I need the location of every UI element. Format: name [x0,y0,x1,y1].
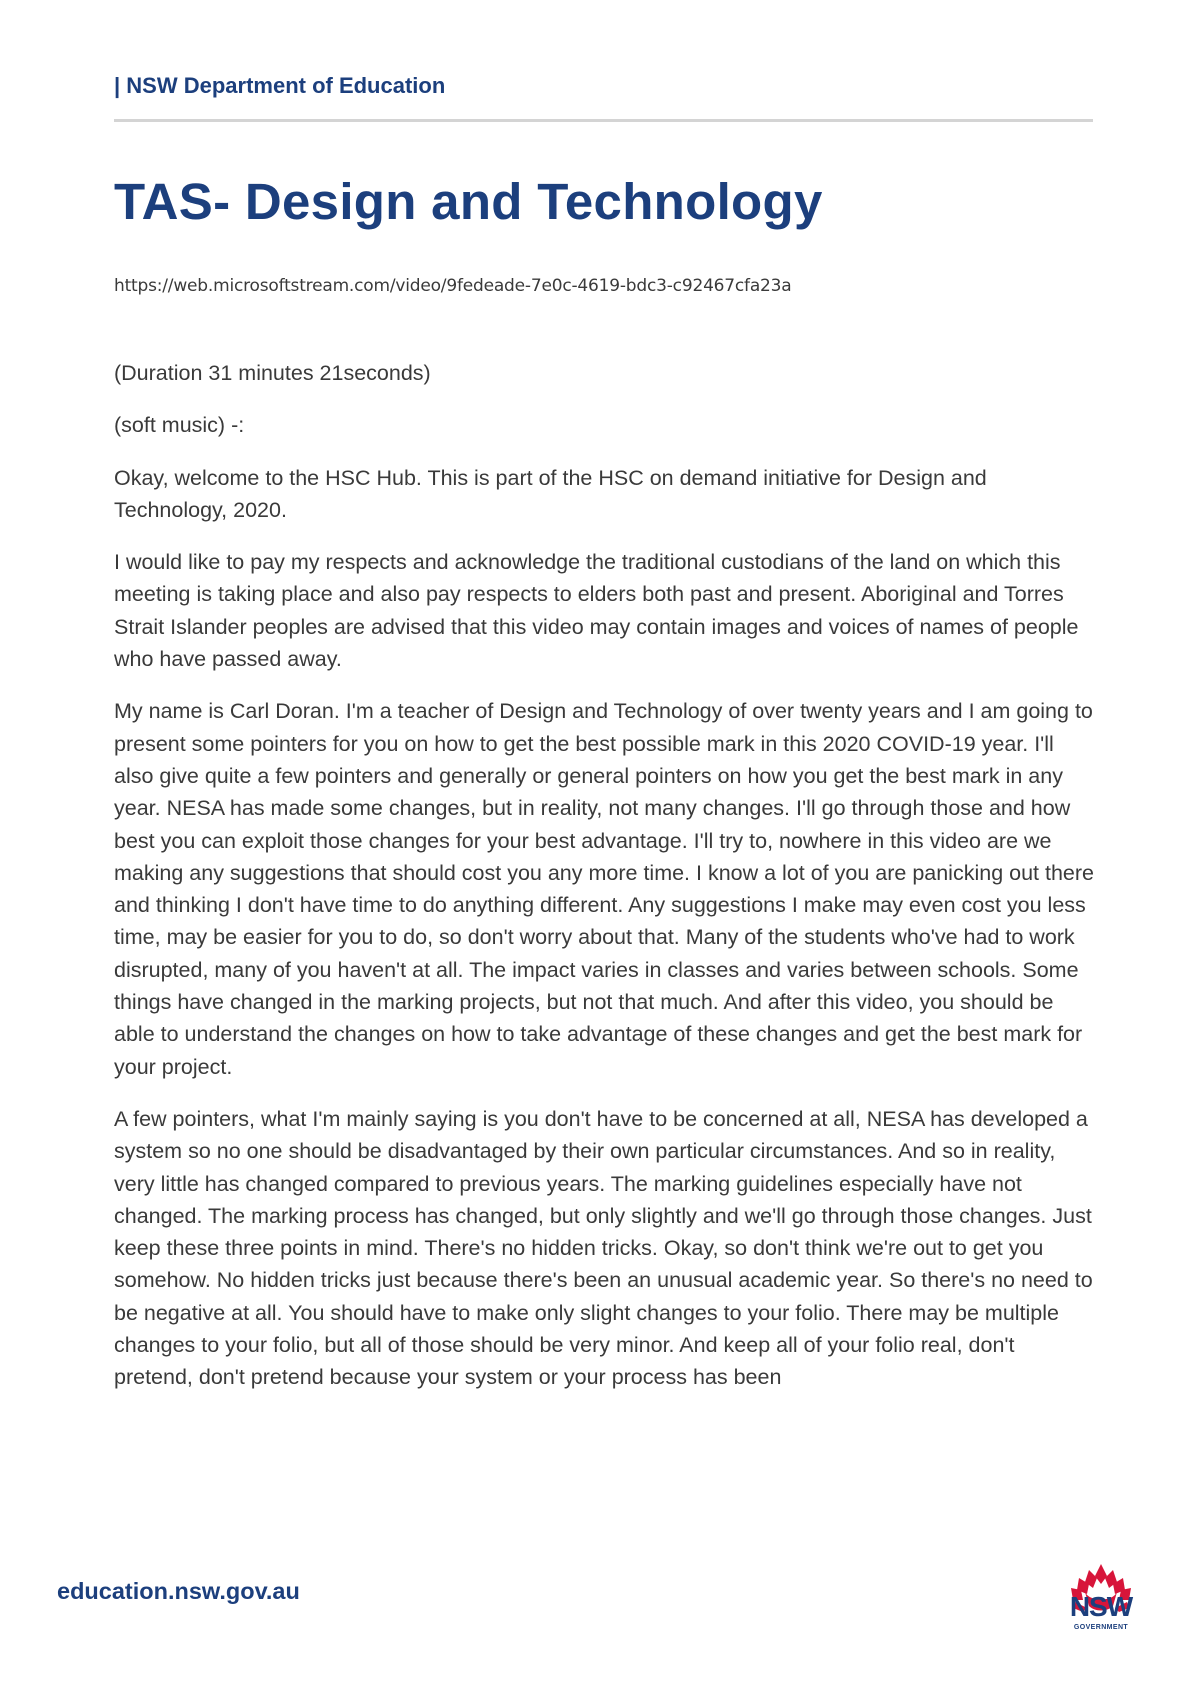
paragraph-duration: (Duration 31 minutes 21seconds) [114,361,431,385]
video-link[interactable]: https://web.microsoftstream.com/video/9fedeade-7e0c-4619-bdc3-c92467cfa23a [114,276,792,296]
paragraph-acknowledgement: I would like to pay my respects and acknowledge the traditional custodians of the land on which this meeting is taking place and also pay respects to elders both past and present. Aboriginal and Torres Strait Islander peoples are advised that this video may contain images and voices of names of people who have passed away. [114,550,1079,672]
document-title: TAS- Design and Technology [114,173,823,230]
nsw-logo-subtitle: GOVERNMENT [1073,1624,1129,1631]
footer-website: education.nsw.gov.au [57,1578,300,1604]
paragraph-pointers: A few pointers, what I'm mainly saying is you don't have to be concerned at all, NESA has developed a system so no one should be disadvantaged by their own particular circumstances. And so in reality, very little has changed compared to previous years. The marking guidelines especially have not changed. The marking process has changed, but only slightly and we'll go through those changes. Just keep these three points in mind. There's no hidden tricks. Okay, so don't think we're out to get you somehow. No hidden tricks just because there's been an unusual academic year. So there's no need to be negative at all. You should have to make only slight changes to your folio. There may be multiple changes to your folio, but all of those should be very minor. And keep all of your folio real, don't pretend, don't pretend because your system or your process has been [114,1106,1093,1390]
nsw-logo-wordmark: NSW [1069,1591,1133,1622]
header-divider [114,119,1093,122]
department-header: | NSW Department of Education [114,73,446,98]
paragraph-welcome: Okay, welcome to the HSC Hub. This is part of the HSC on demand initiative for Design and Technology, 2020. [114,465,987,522]
transcript-body [114,357,1099,1414]
paragraph-introduction: My name is Carl Doran. I'm a teacher of Design and Technology of over twenty years and I am going to present some pointers for you on how to get the best possible mark in this 2020 COVID-19 year. I'll also give quite a few pointers and generally or general pointers on how you get the best mark in any year. NESA has made some changes, but in reality, not many changes. I'll go through those and how best you can exploit those changes for your best advantage. I'll try to, nowhere in this video are we making any suggestions that should cost you any more time. I know a lot of you are panicking out there and thinking I don't have time to do anything different. Any suggestions I make may even cost you less time, may be easier for you to do, so don't worry about that. Many of the students who've had to work disrupted, many of you haven't at all. The impact varies in classes and varies between schools. Some things have changed in the marking projects, but not that much. And after this video, you should be able to understand the changes on how to take advantage of these changes and get the best mark for your project. [114,699,1094,1079]
paragraph-music: (soft music) -: [114,413,245,438]
